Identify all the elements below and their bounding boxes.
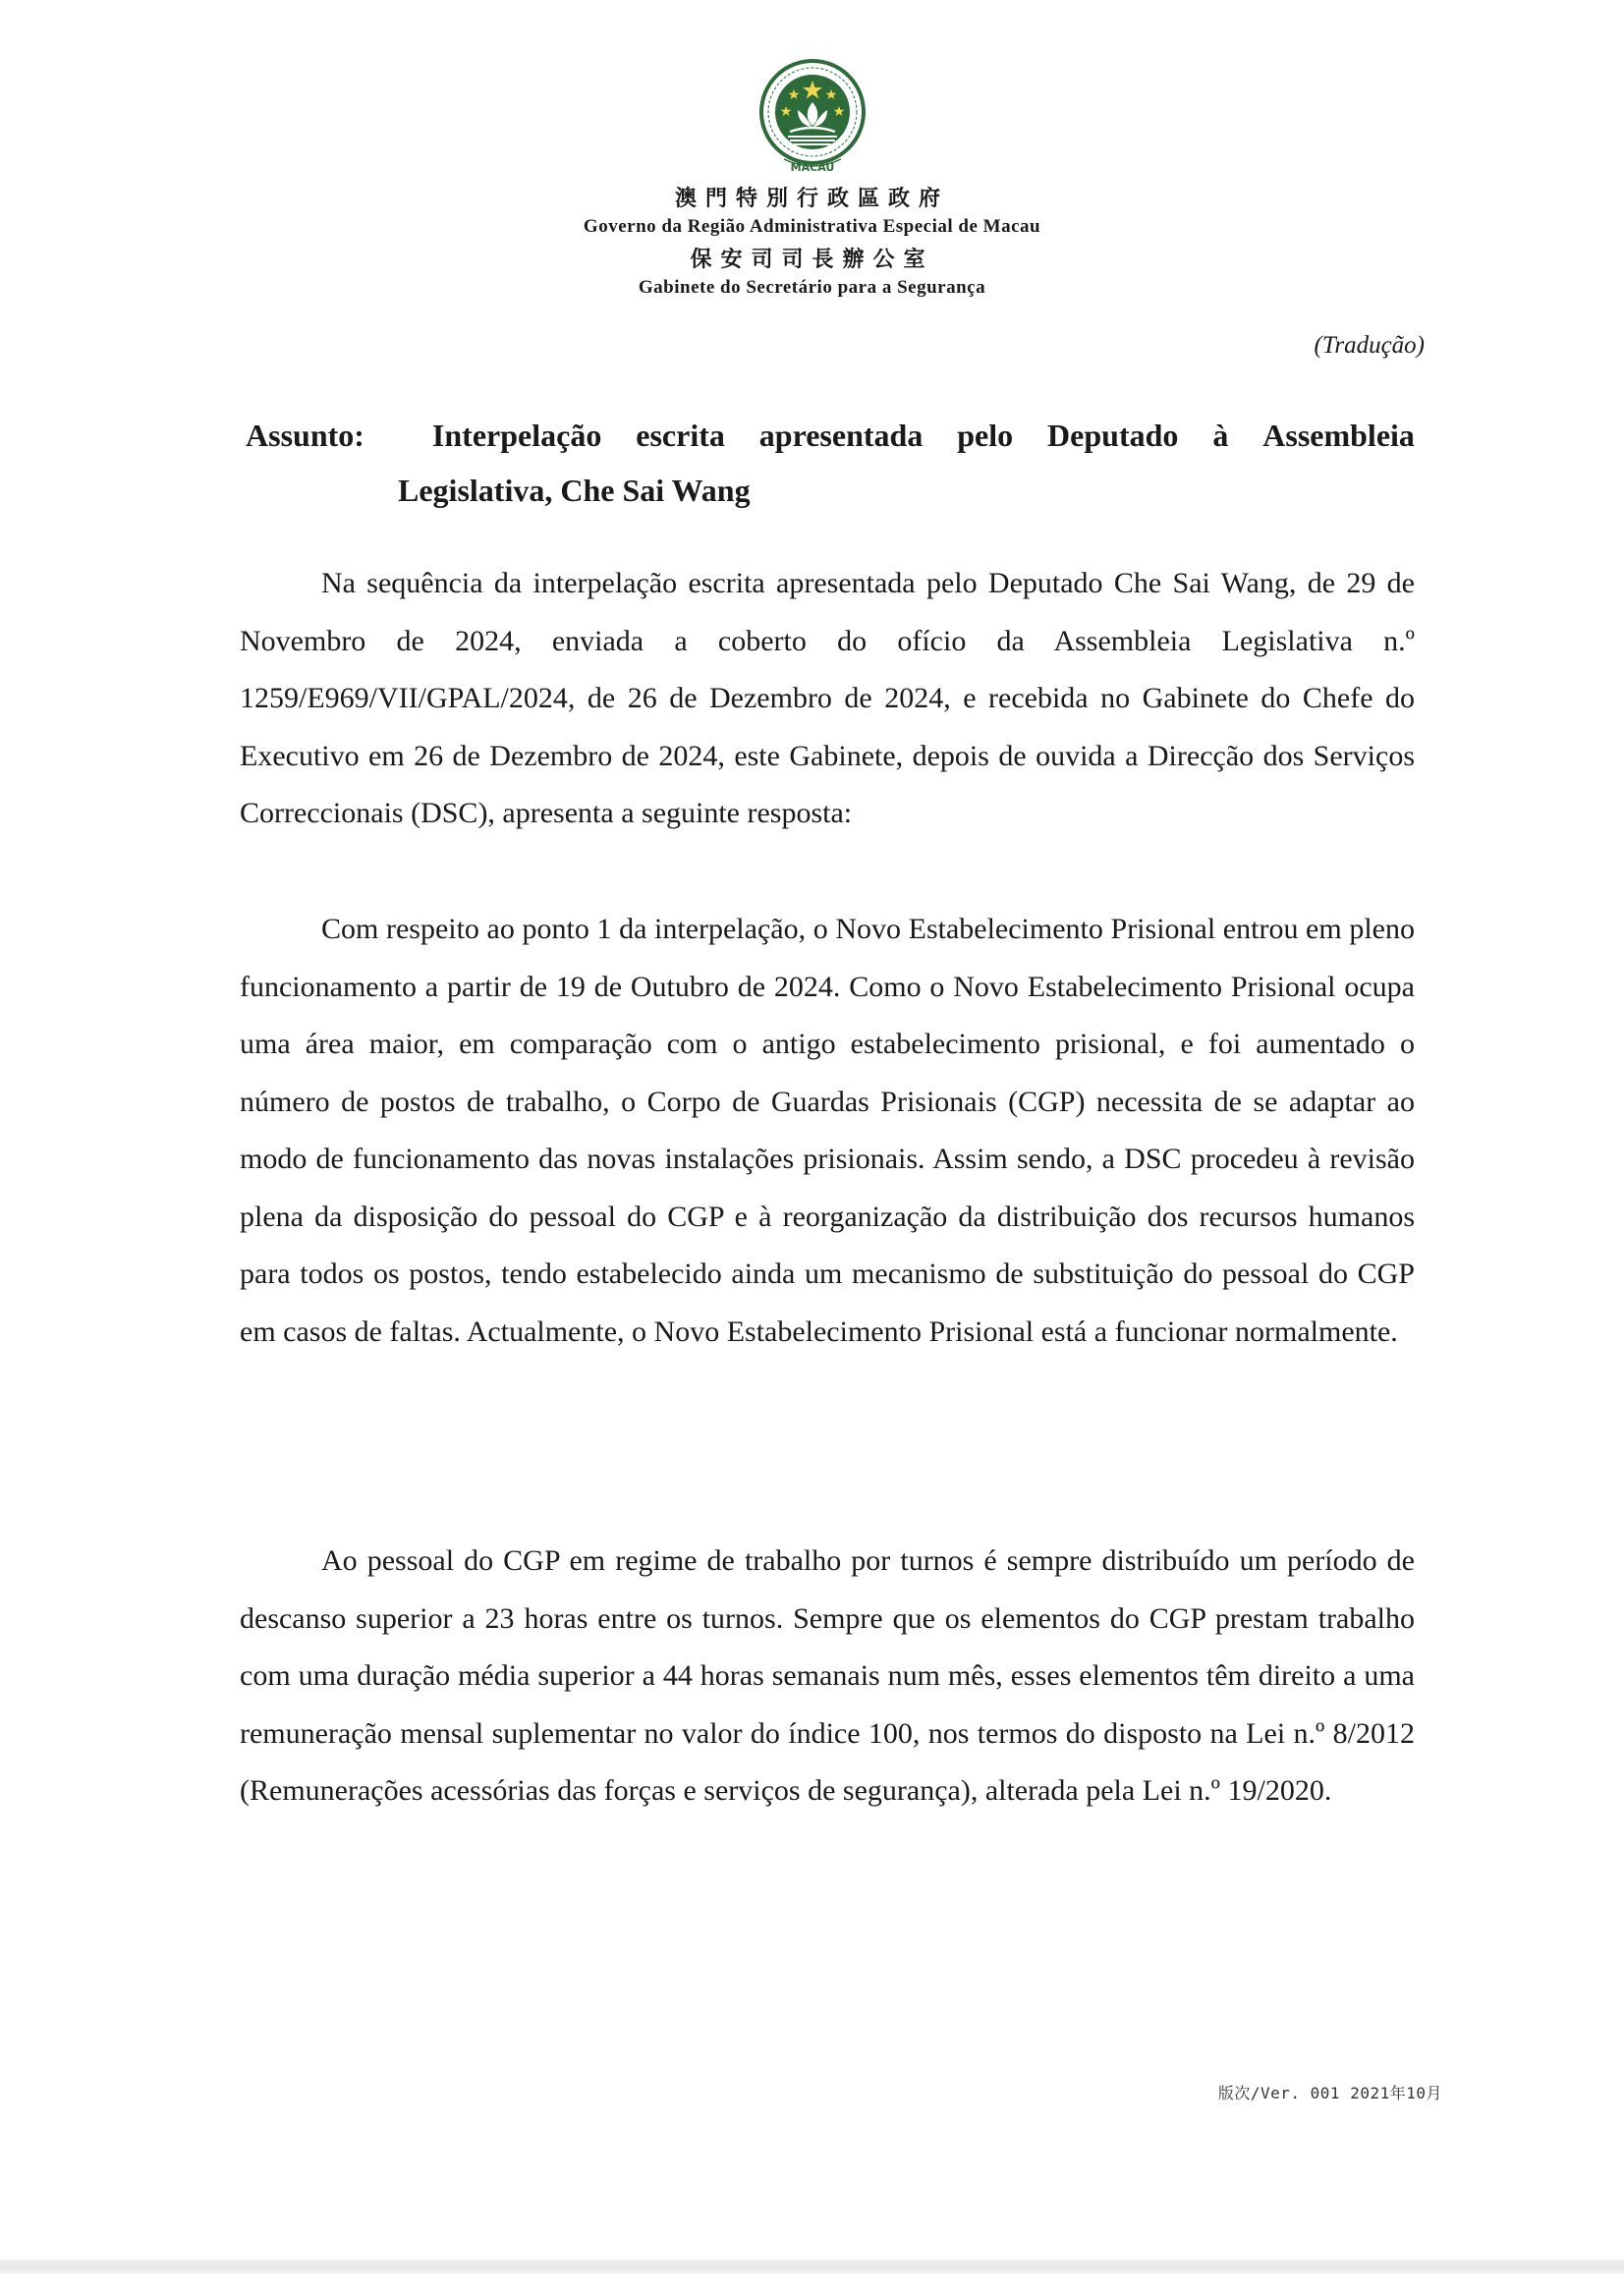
subject-word: escrita [636, 418, 725, 453]
subject-heading [246, 408, 1415, 518]
subject-line-1 [246, 408, 1415, 463]
paragraph-text: Na sequência da interpelação escrita apresentada pelo Deputado Che Sai Wang, de 29 de Novembro de 2024, enviada a coberto do ofício da Assembleia Legislativa n.º 1259/E969/VII/GPAL/2024, de 26 de Dezembro de 2024, e recebida no Gabinete do Chefe do Executivo em 26 de Dezembro de 2024, este Gabinete, depois de ouvida a Direcção dos Serviços Correccionais (DSC), apresenta a seguinte resposta: [240, 567, 1415, 829]
office-name-chinese: 保安司司長辦公室 [690, 248, 934, 272]
subject-word: à [1212, 418, 1229, 453]
government-name-chinese: 澳門特別行政區政府 [674, 187, 949, 211]
translation-note: (Tradução) [1314, 332, 1425, 359]
subject-word: Assembleia [1262, 418, 1415, 453]
paragraph-shift-work [240, 1533, 1415, 1820]
letterhead [0, 57, 1624, 301]
emblem-text: MACAU [790, 161, 834, 174]
macau-emblem-icon [755, 57, 870, 183]
subject-word: Deputado [1047, 418, 1179, 453]
subject-line-2: Legislativa, Che Sai Wang [398, 473, 751, 508]
scan-edge-divider [0, 2260, 1624, 2273]
subject-word: pelo [957, 418, 1014, 453]
paragraph-text: Com respeito ao ponto 1 da interpelação, o Novo Estabelecimento Prisional entrou em pleno funcionamento a partir de 19 de Outubro de 2024. Como o Novo Estabelecimento Prisional ocupa uma área maior, em comparação com o antigo estabelecimento prisional, e foi aumentado o número de postos de trabalho, o Corpo de Guardas Prisionais (CGP) necessita de se adaptar ao modo de funcionamento das novas instalações prisionais. Assim sendo, a DSC procedeu à revisão plena da disposição do pessoal do CGP e à reorganização da distribuição dos recursos humanos para todos os postos, tendo estabelecido ainda um mecanismo de substituição do pessoal do CGP em casos de faltas. Actualmente, o Novo Estabelecimento Prisional está a funcionar normalmente. [240, 913, 1415, 1348]
version-footer: 版次/Ver. 001 2021年10月 [1217, 2084, 1442, 2102]
paragraph-point-1 [240, 901, 1415, 1361]
paragraph-text: Ao pessoal do CGP em regime de trabalho por turnos é sempre distribuído um período de descanso superior a 23 horas entre os turnos. Sempre que os elementos do CGP prestam trabalho com uma duração média superior a 44 horas semanais num mês, esses elementos têm direito a uma remuneração mensal suplementar no valor do índice 100, nos termos do disposto na Lei n.º 8/2012 (Remunerações acessórias das forças e serviços de segurança), alterada pela Lei n.º 19/2020. [240, 1544, 1415, 1807]
office-name-portuguese: Gabinete do Secretário para a Segurança [638, 277, 986, 298]
subject-word: Interpelação [431, 418, 602, 453]
government-name-portuguese: Governo da Região Administrativa Especial de Macau [583, 216, 1041, 237]
subject-label: Assunto: [246, 418, 364, 453]
subject-word: apresentada [758, 418, 924, 453]
paragraph-intro [240, 555, 1415, 843]
